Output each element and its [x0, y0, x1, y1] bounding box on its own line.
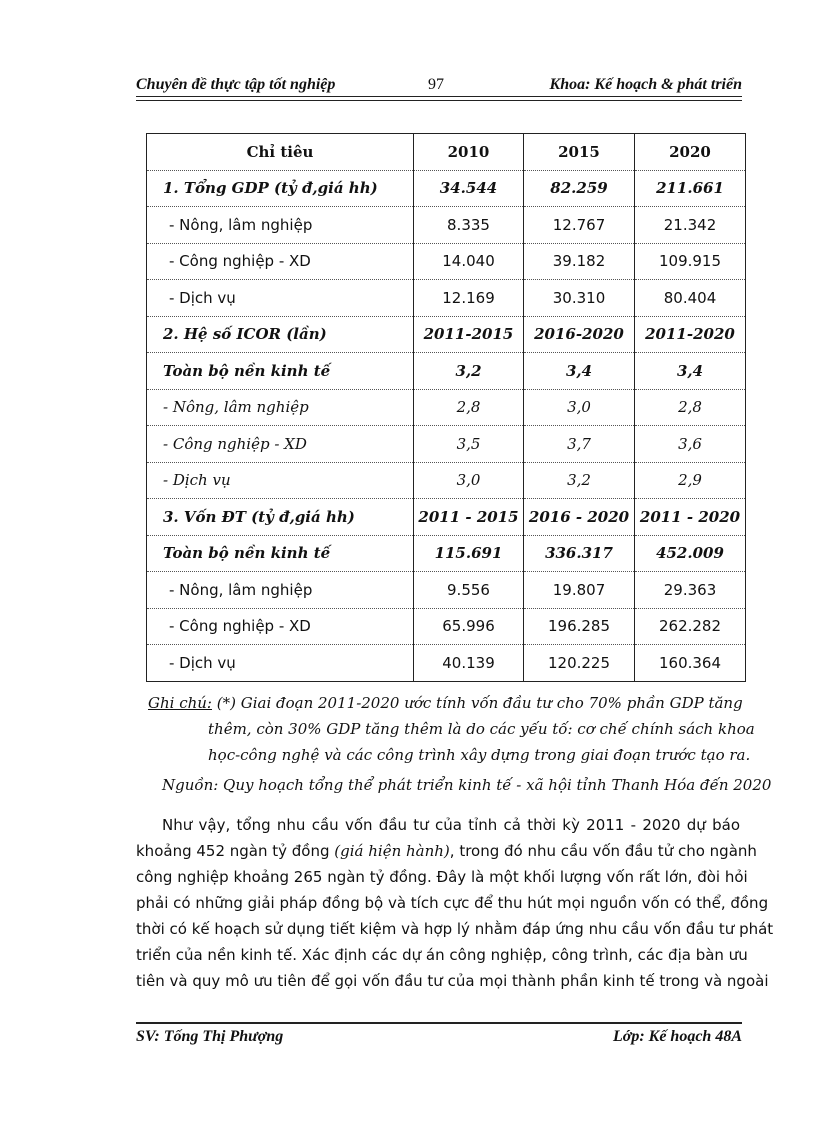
value-cell: 2011 - 2015 [414, 499, 524, 536]
value-cell: 160.364 [635, 645, 746, 682]
value-cell: 29.363 [635, 572, 746, 609]
table-row [147, 243, 746, 280]
row-label-cell: 2. Hệ số ICOR (lần) [147, 316, 414, 353]
value-cell: 19.807 [524, 572, 635, 609]
table-row [147, 572, 746, 609]
table-row [147, 645, 746, 682]
footer-class: Lớp: Kế hoạch 48A [612, 1028, 742, 1045]
value-cell: 82.259 [524, 170, 635, 207]
table-row [147, 499, 746, 536]
value-cell: 40.139 [414, 645, 524, 682]
table-row [147, 535, 746, 572]
row-label-cell: - Công nghiệp - XD [147, 243, 414, 280]
value-cell: 2016 - 2020 [524, 499, 635, 536]
paragraph-line: công nghiệp khoảng 265 ngàn tỷ đồng. Đây là một khối lượng vốn rất lớn, đòi hỏi [136, 868, 748, 886]
footer-student: SV: Tống Thị Phượng [136, 1028, 284, 1045]
table-row [147, 608, 746, 645]
value-cell: 12.169 [414, 280, 524, 317]
statistics-table [146, 133, 746, 682]
note-line-1: (*) Giai đoạn 2011-2020 ước tính vốn đầu tư cho 70% phần GDP tăng [211, 694, 743, 712]
value-cell: 8.335 [414, 207, 524, 244]
table-row [147, 389, 746, 426]
paragraph-line: tiên và quy mô ưu tiên để gọi vốn đầu tư của mọi thành phần kinh tế trong và ngoài [136, 972, 769, 990]
table-header-cell: 2010 [414, 134, 524, 171]
value-cell: 3,4 [635, 353, 746, 390]
value-cell: 2011 - 2020 [635, 499, 746, 536]
paragraph-line: phải có những giải pháp đồng bộ và tích cực để thu hút mọi nguồn vốn có thể, đồng [136, 894, 769, 912]
value-cell: 65.996 [414, 608, 524, 645]
value-cell: 211.661 [635, 170, 746, 207]
body-paragraph [136, 812, 774, 994]
row-label-cell: Toàn bộ nền kinh tế [147, 535, 414, 572]
value-cell: 2011-2020 [635, 316, 746, 353]
row-label-cell: Toàn bộ nền kinh tế [147, 353, 414, 390]
value-cell: 3,0 [524, 389, 635, 426]
row-label-cell: - Công nghiệp - XD [147, 608, 414, 645]
row-label-cell: - Công nghiệp - XD [147, 426, 414, 463]
value-cell: 115.691 [414, 535, 524, 572]
value-cell: 34.544 [414, 170, 524, 207]
value-cell: 3,4 [524, 353, 635, 390]
value-cell: 3,2 [414, 353, 524, 390]
row-label-cell: - Dịch vụ [147, 280, 414, 317]
value-cell: 3,2 [524, 462, 635, 499]
note-label: Ghi chú: [148, 694, 212, 712]
row-label-cell: 1. Tổng GDP (tỷ đ,giá hh) [147, 170, 414, 207]
note-line-3: học-công nghệ và các công trình xây dựng trong giai đoạn trước tạo ra. [208, 746, 751, 764]
row-label-cell: - Dịch vụ [147, 645, 414, 682]
header-divider [136, 100, 742, 101]
value-cell: 336.317 [524, 535, 635, 572]
value-cell: 120.225 [524, 645, 635, 682]
row-label-cell: - Nông, lâm nghiệp [147, 389, 414, 426]
value-cell: 9.556 [414, 572, 524, 609]
table-header-cell: 2015 [524, 134, 635, 171]
page-header [136, 74, 742, 97]
row-label-cell: - Nông, lâm nghiệp [147, 572, 414, 609]
table-row [147, 316, 746, 353]
paragraph-line: triển của nền kinh tế. Xác định các dự án công nghiệp, công trình, các địa bàn ưu [136, 946, 748, 964]
table-row [147, 170, 746, 207]
paragraph-line: Như vậy, tổng nhu cầu vốn đầu tư của tỉnh cả thời kỳ 2011 - 2020 dự báo [162, 816, 740, 834]
value-cell: 3,6 [635, 426, 746, 463]
value-cell: 80.404 [635, 280, 746, 317]
value-cell: 2,8 [414, 389, 524, 426]
header-thesis-title: Chuyên đề thực tập tốt nghiệp [136, 76, 336, 93]
table-row [147, 207, 746, 244]
value-cell: 2,8 [635, 389, 746, 426]
table-header-cell: 2020 [635, 134, 746, 171]
footer-divider [136, 1022, 742, 1024]
value-cell: 30.310 [524, 280, 635, 317]
table-header-row [147, 134, 746, 171]
row-label-cell: - Nông, lâm nghiệp [147, 207, 414, 244]
value-cell: 2016-2020 [524, 316, 635, 353]
table-row [147, 353, 746, 390]
value-cell: 262.282 [635, 608, 746, 645]
value-cell: 3,7 [524, 426, 635, 463]
value-cell: 14.040 [414, 243, 524, 280]
value-cell: 39.182 [524, 243, 635, 280]
table-row [147, 426, 746, 463]
paragraph-line: thời có kế hoạch sử dụng tiết kiệm và hợp lý nhằm đáp ứng nhu cầu vốn đầu tư phát [136, 920, 774, 938]
value-cell: 109.915 [635, 243, 746, 280]
value-cell: 21.342 [635, 207, 746, 244]
value-cell: 12.767 [524, 207, 635, 244]
paragraph-line: khoảng 452 ngàn tỷ đồng (giá hiện hành), trong đó nhu cầu vốn đầu tử cho ngành [136, 842, 757, 860]
table-row [147, 462, 746, 499]
value-cell: 452.009 [635, 535, 746, 572]
value-cell: 2011-2015 [414, 316, 524, 353]
value-cell: 3,0 [414, 462, 524, 499]
value-cell: 2,9 [635, 462, 746, 499]
table-row [147, 280, 746, 317]
table-header-cell: Chỉ tiêu [147, 134, 414, 171]
header-faculty: Khoa: Kế hoạch & phát triển [549, 76, 742, 93]
note-line-2: thêm, còn 30% GDP tăng thêm là do các yếu tố: cơ chế chính sách khoa [208, 720, 755, 738]
row-label-cell: 3. Vốn ĐT (tỷ đ,giá hh) [147, 499, 414, 536]
value-cell: 196.285 [524, 608, 635, 645]
table-source: Nguồn: Quy hoạch tổng thể phát triển kinh tế - xã hội tỉnh Thanh Hóa đến 2020 [162, 776, 772, 794]
header-page-number: 97 [428, 76, 444, 93]
row-label-cell: - Dịch vụ [147, 462, 414, 499]
value-cell: 3,5 [414, 426, 524, 463]
